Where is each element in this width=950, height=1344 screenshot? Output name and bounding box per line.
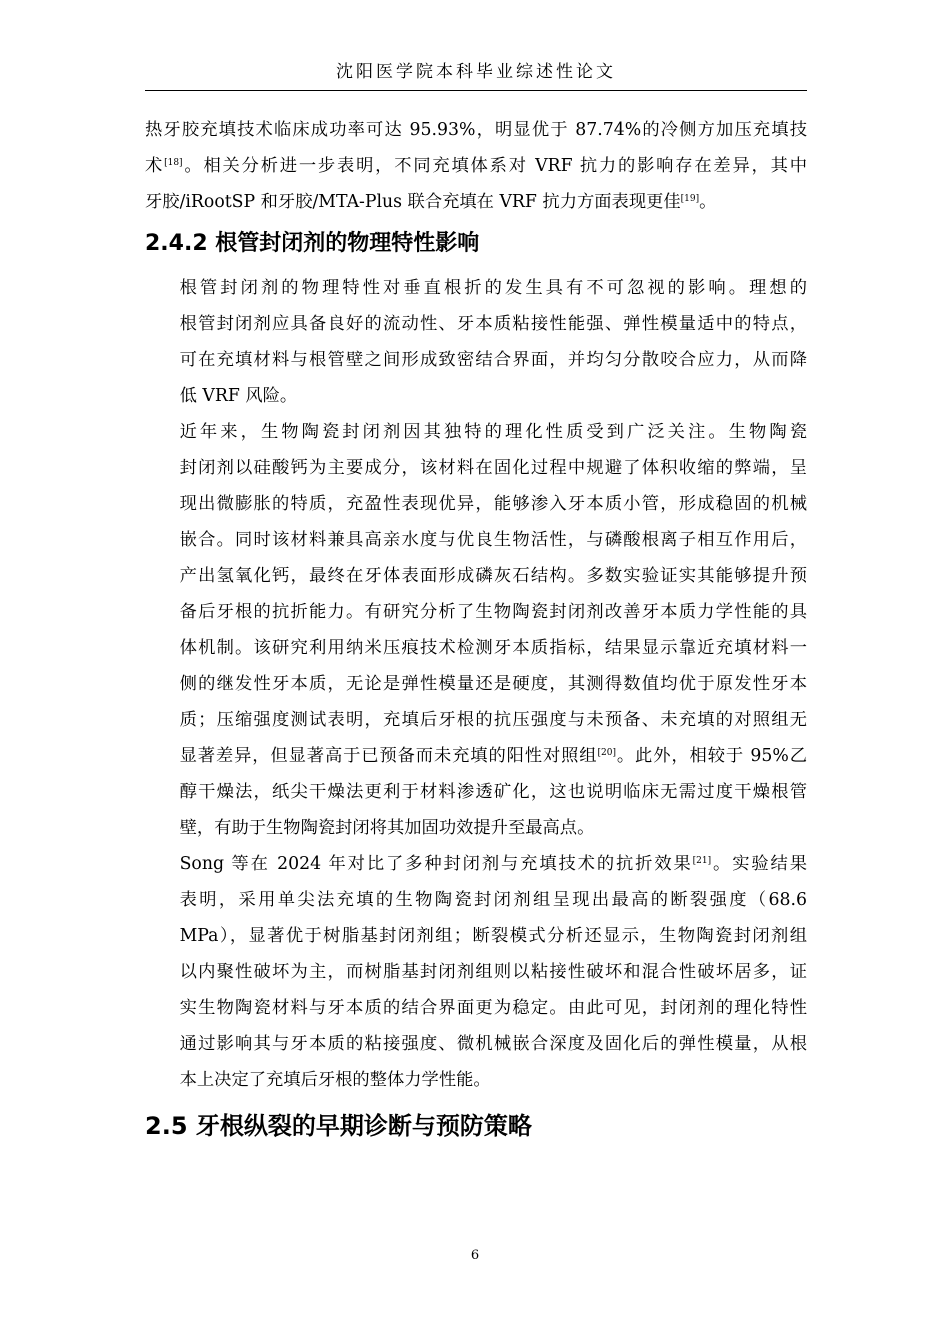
text-line: 近年来，生物陶瓷封闭剂因其独特的理化性质受到广泛关注。生物陶瓷 bbox=[179, 422, 807, 442]
citation-20: [20] bbox=[597, 748, 616, 758]
text-line: 低 VRF 风险。 bbox=[179, 386, 298, 406]
text-line: 实生物陶瓷材料与牙本质的结合界面更为稳定。由此可见，封闭剂的理化特性 bbox=[179, 998, 807, 1018]
text-line: 根管封闭剂应具备良好的流动性、牙本质粘接性能强、弹性模量适中的特点， bbox=[179, 314, 807, 334]
header-rule bbox=[145, 90, 807, 91]
citation-19: [19] bbox=[680, 194, 700, 204]
running-header: 沈阳医学院本科毕业综述性论文 bbox=[336, 62, 616, 82]
text-line: 显著差异，但显著高于已预备而未充填的阳性对照组[20]。此外，相较于 95%乙 bbox=[179, 746, 807, 766]
text-line: 封闭剂以硅酸钙为主要成分，该材料在固化过程中规避了体积收缩的弊端，呈 bbox=[179, 458, 807, 478]
text-line: 可在充填材料与根管壁之间形成致密结合界面，并均匀分散咬合应力，从而降 bbox=[179, 350, 807, 370]
text-line: 现出微膨胀的特质，充盈性表现优异，能够渗入牙本质小管，形成稳固的机械 bbox=[179, 494, 807, 514]
paragraph-filling-success bbox=[145, 112, 807, 220]
citation-18: [18] bbox=[164, 158, 183, 168]
text-line: 牙胶/iRootSP 和牙胶/MTA-Plus 联合充填在 VRF 抗力方面表现更佳[19]。 bbox=[145, 192, 717, 212]
text-line: 质；压缩强度测试表明，充填后牙根的抗压强度与未预备、未充填的对照组无 bbox=[179, 710, 807, 730]
section-heading-2-4-2: 2.4.2 根管封闭剂的物理特性影响 bbox=[145, 231, 480, 256]
text-line: 本上决定了充填后牙根的整体力学性能。 bbox=[179, 1070, 491, 1090]
section-heading-2-5: 2.5 牙根纵裂的早期诊断与预防策略 bbox=[145, 1112, 532, 1140]
page-body bbox=[145, 112, 807, 1144]
text-line: 术[18]。相关分析进一步表明，不同充填体系对 VRF 抗力的影响存在差异，其中 bbox=[145, 156, 807, 176]
paragraph-song-study bbox=[145, 846, 807, 1098]
page-number: 6 bbox=[470, 1248, 480, 1263]
text-line: 表明，采用单尖法充填的生物陶瓷封闭剂组呈现出最高的断裂强度（68.6 bbox=[179, 890, 807, 910]
text-line: 醇干燥法，纸尖干燥法更利于材料渗透矿化，这也说明临床无需过度干燥根管 bbox=[179, 782, 807, 802]
text-line: Song 等在 2024 年对比了多种封闭剂与充填技术的抗折效果[21]。实验结果 bbox=[179, 854, 807, 874]
text-line: 体机制。该研究利用纳米压痕技术检测牙本质指标，结果显示靠近充填材料一 bbox=[179, 638, 807, 658]
text-line: 产出氢氧化钙，最终在牙体表面形成磷灰石结构。多数实验证实其能够提升预 bbox=[179, 566, 807, 586]
text-line: 备后牙根的抗折能力。有研究分析了生物陶瓷封闭剂改善牙本质力学性能的具 bbox=[179, 602, 807, 622]
text-line: 嵌合。同时该材料兼具高亲水度与优良生物活性，与磷酸根离子相互作用后， bbox=[179, 530, 807, 550]
text-line: 侧的继发性牙本质，无论是弹性模量还是硬度，其测得数值均优于原发性牙本 bbox=[179, 674, 807, 694]
paragraph-sealer-properties bbox=[145, 270, 807, 414]
text-line: 通过影响其与牙本质的粘接强度、微机械嵌合深度及固化后的弹性模量，从根 bbox=[179, 1034, 807, 1054]
text-line: MPa），显著优于树脂基封闭剂组；断裂模式分析还显示，生物陶瓷封闭剂组 bbox=[179, 926, 807, 946]
paragraph-bioceramic-sealer bbox=[145, 414, 807, 846]
text-line: 壁，有助于生物陶瓷封闭将其加固功效提升至最高点。 bbox=[179, 818, 595, 838]
text-line: 热牙胶充填技术临床成功率可达 95.93%，明显优于 87.74%的冷侧方加压充填技 bbox=[145, 120, 807, 140]
text-line: 根管封闭剂的物理特性对垂直根折的发生具有不可忽视的影响。理想的 bbox=[179, 278, 807, 298]
text-line: 以内聚性破坏为主，而树脂基封闭剂组则以粘接性破坏和混合性破坏居多，证 bbox=[179, 962, 807, 982]
citation-21: [21] bbox=[692, 856, 712, 866]
